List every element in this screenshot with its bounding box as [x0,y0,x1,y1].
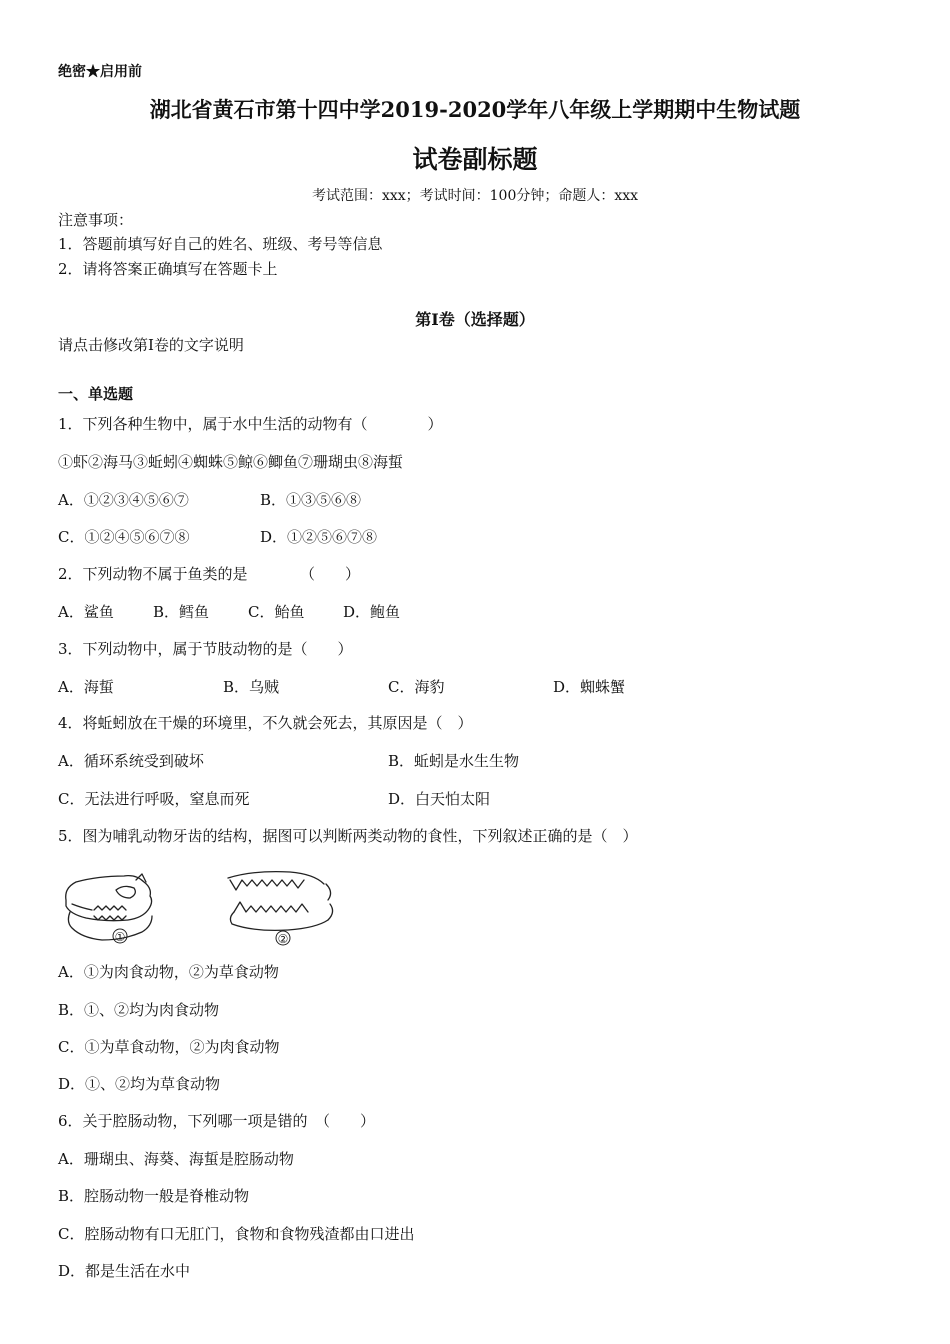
page-title: 湖北省黄石市第十四中学2019-2020学年八年级上学期期中生物试题 [149,97,801,122]
option: C．鲐鱼 [248,603,305,621]
question-stem: 2．下列动物不属于鱼类的是 （ ） [58,565,361,583]
question-extra: ①虾②海马③蚯蚓④蜘蛛⑤鲸⑥鲫鱼⑦珊瑚虫⑧海蜇 [58,453,404,471]
question-stem: 4．将蚯蚓放在干燥的环境里，不久就会死去，其原因是（ ） [58,714,473,732]
figure-label-1: ① [114,930,126,944]
part-title: 一、单选题 [58,385,134,403]
option: B．蚯蚓是水生生物 [388,752,520,770]
option: D．都是生活在水中 [58,1262,191,1280]
question-stem: 3．下列动物中，属于节肢动物的是（ ） [58,640,353,658]
option: C．腔肠动物有口无肛门，食物和食物残渣都由口进出 [58,1225,415,1243]
option: B．腔肠动物一般是脊椎动物 [58,1187,250,1205]
option: A．循环系统受到破坏 [58,752,204,770]
exam-info: 考试范围：xxx；考试时间：100分钟；命题人：xxx [311,188,639,204]
figure-label-2: ② [277,932,289,946]
option: B．鳕鱼 [153,603,210,621]
option: B．乌贼 [223,678,280,696]
notice-heading: 注意事项： [58,211,134,229]
option: C．①为草食动物，②为肉食动物 [58,1038,280,1056]
option: B．①③⑤⑥⑧ [260,491,362,509]
option: D．鲍鱼 [343,603,401,621]
option: A．鲨鱼 [58,603,114,621]
option: D．①②⑤⑥⑦⑧ [260,528,378,546]
figure-labels [113,929,290,946]
herbivore-skull-drawing [66,874,152,940]
option: D．白天怕太阳 [388,790,491,808]
option: A．珊瑚虫、海葵、海蜇是腔肠动物 [58,1150,294,1168]
teeth-figure [58,866,348,948]
option: A．①为肉食动物，②为草食动物 [58,963,279,981]
question-stem: 5．图为哺乳动物牙齿的结构，据图可以判断两类动物的食性，下列叙述正确的是（ ） [58,827,638,845]
question-stem: 1．下列各种生物中，属于水中生活的动物有（ ） [58,415,443,433]
option: C．无法进行呼吸，窒息而死 [58,790,250,808]
option: D．蜘蛛蟹 [553,678,626,696]
question-stem: 6．关于腔肠动物，下列哪一项是错的 （ ） [58,1112,376,1130]
option: A．海蜇 [58,678,114,696]
notice-item: 2．请将答案正确填写在答题卡上 [58,260,278,278]
section-title: 第I卷（选择题） [415,310,535,329]
option: A．①②③④⑤⑥⑦ [58,491,189,509]
section-note: 请点击修改第I卷的文字说明 [58,336,244,354]
option: C．海豹 [388,678,445,696]
carnivore-skull-drawing [228,872,333,931]
page-subtitle: 试卷副标题 [412,145,538,174]
notice-item: 1．答题前填写好自己的姓名、班级、考号等信息 [58,235,383,253]
option: B．①、②均为肉食动物 [58,1001,220,1019]
option: D．①、②均为草食动物 [58,1075,221,1093]
secret-label: 绝密★启用前 [58,64,142,80]
option: C．①②④⑤⑥⑦⑧ [58,528,190,546]
